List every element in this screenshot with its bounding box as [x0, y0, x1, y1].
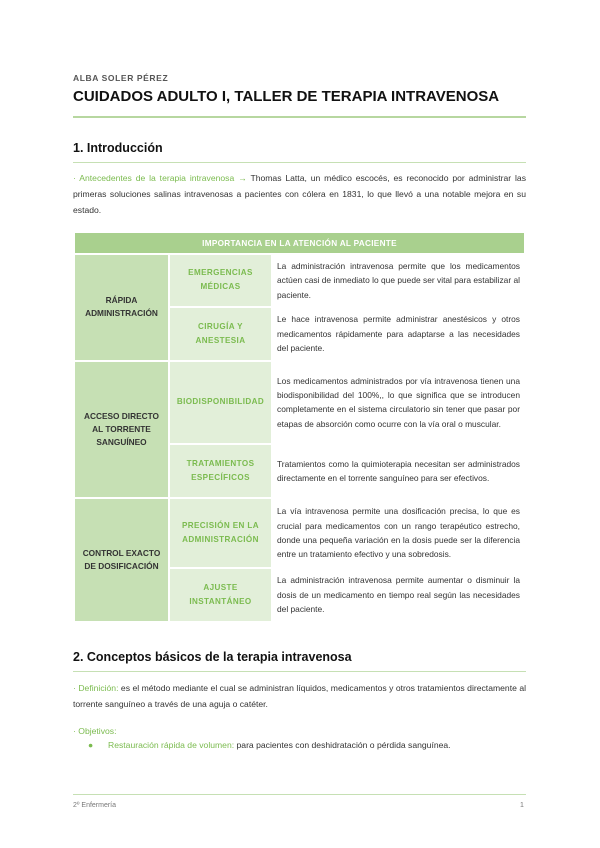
- table-header-row: [74, 232, 525, 254]
- list-item: [88, 740, 451, 750]
- table-subcategory: AJUSTE INSTANTÁNEO: [169, 568, 272, 622]
- definition-paragraph: [73, 680, 526, 712]
- table-subcategory: CIRUGÍA Y ANESTESIA: [169, 307, 272, 361]
- document-title: CUIDADOS ADULTO I, TALLER DE TERAPIA INTRAVENOSA: [73, 88, 500, 105]
- table-subcategory: TRATAMIENTOS ESPECÍFICOS: [169, 444, 272, 498]
- intro-bullet: ·: [73, 173, 76, 183]
- table-header: IMPORTANCIA EN LA ATENCIÓN AL PACIENTE: [74, 232, 525, 254]
- table-subcategory: EMERGENCIAS MÉDICAS: [169, 254, 272, 307]
- table-description: La vía intravenosa permite una dosificación precisa, lo que es crucial para medicamentos con un rango terapéutico estrecho, donde una pequeña variación en la dosis puede ser la diferencia entre un tratamiento efectivo y una sobredosis.: [272, 498, 525, 568]
- bullet-dot-icon: ●: [88, 740, 94, 750]
- definition-bullet: ·: [73, 683, 76, 693]
- table-row: [74, 361, 525, 444]
- objectives-heading: [73, 723, 526, 739]
- section-2-divider: [73, 671, 526, 672]
- table-subcategory: BIODISPONIBILIDAD: [169, 361, 272, 444]
- section-2-heading: 2. Conceptos básicos de la terapia intravenosa: [73, 650, 352, 664]
- objectives-label: Objetivos:: [78, 726, 117, 736]
- table-row: [74, 254, 525, 307]
- table-description: Le hace intravenosa permite administrar anestésicos y otros medicamentos rápidamente para adaptarse a las necesidades del paciente.: [272, 307, 525, 361]
- intro-lead-label: Antecedentes de la terapia intravenosa: [79, 173, 235, 183]
- footer-course: 2º Enfermería: [73, 802, 117, 809]
- section-2-heading-block: [73, 650, 526, 672]
- objectives-list: [88, 740, 451, 750]
- arrow-icon: →: [234, 173, 251, 183]
- section-1-divider: [73, 162, 526, 163]
- table-description: La administración intravenosa permite que los medicamentos actúen casi de inmediato lo que puede ser vital para estabilizar al paciente.: [272, 254, 525, 307]
- title-divider: [73, 116, 526, 118]
- objective-item-label: Restauración rápida de volumen:: [108, 740, 235, 750]
- objectives-bullet: ·: [73, 726, 76, 736]
- table-description: La administración intravenosa permite aumentar o disminuir la dosis de un medicamento en tiempo real según las necesidades del paciente.: [272, 568, 525, 622]
- section-1-heading: 1. Introducción: [73, 141, 163, 155]
- table-category: ACCESO DIRECTO AL TORRENTE SANGUÍNEO: [74, 361, 169, 498]
- footer-divider: [73, 794, 526, 795]
- importance-table: [73, 231, 526, 623]
- section-1-heading-block: [73, 141, 526, 163]
- definition-text: es el método mediante el cual se administran líquidos, medicamentos y otros tratamientos directamente al torrente sanguíneo a través de una aguja o catéter.: [73, 683, 527, 709]
- intro-lead-text: Thomas Latta, un médico escocés, es reconocido por administrar las primeras soluciones salinas intravenosas a pacientes con cólera en 1831, lo que llevó a una notable mejora en su estado.: [73, 173, 527, 215]
- table-description: Los medicamentos administrados por vía intravenosa tienen una biodisponibilidad del 100%,, lo que significa que se introducen completamente en el sistema circulatorio sin tener que pasar por etapas de absorción como ocurre con la vía oral o muscular.: [272, 361, 525, 444]
- page-number: 1: [520, 802, 524, 809]
- definition-label: Definición:: [78, 683, 119, 693]
- objective-item-text: para pacientes con deshidratación o pérdida sanguínea.: [234, 740, 451, 750]
- intro-paragraph: [73, 170, 526, 218]
- author-name: ALBA SOLER PÉREZ: [73, 73, 169, 83]
- table-subcategory: PRECISIÓN EN LA ADMINISTRACIÓN: [169, 498, 272, 568]
- table-row: [74, 498, 525, 568]
- table-description: Tratamientos como la quimioterapia necesitan ser administrados directamente en el torrente sanguíneo para ser efectivos.: [272, 444, 525, 498]
- table-category: RÁPIDA ADMINISTRACIÓN: [74, 254, 169, 361]
- table-category: CONTROL EXACTO DE DOSIFICACIÓN: [74, 498, 169, 622]
